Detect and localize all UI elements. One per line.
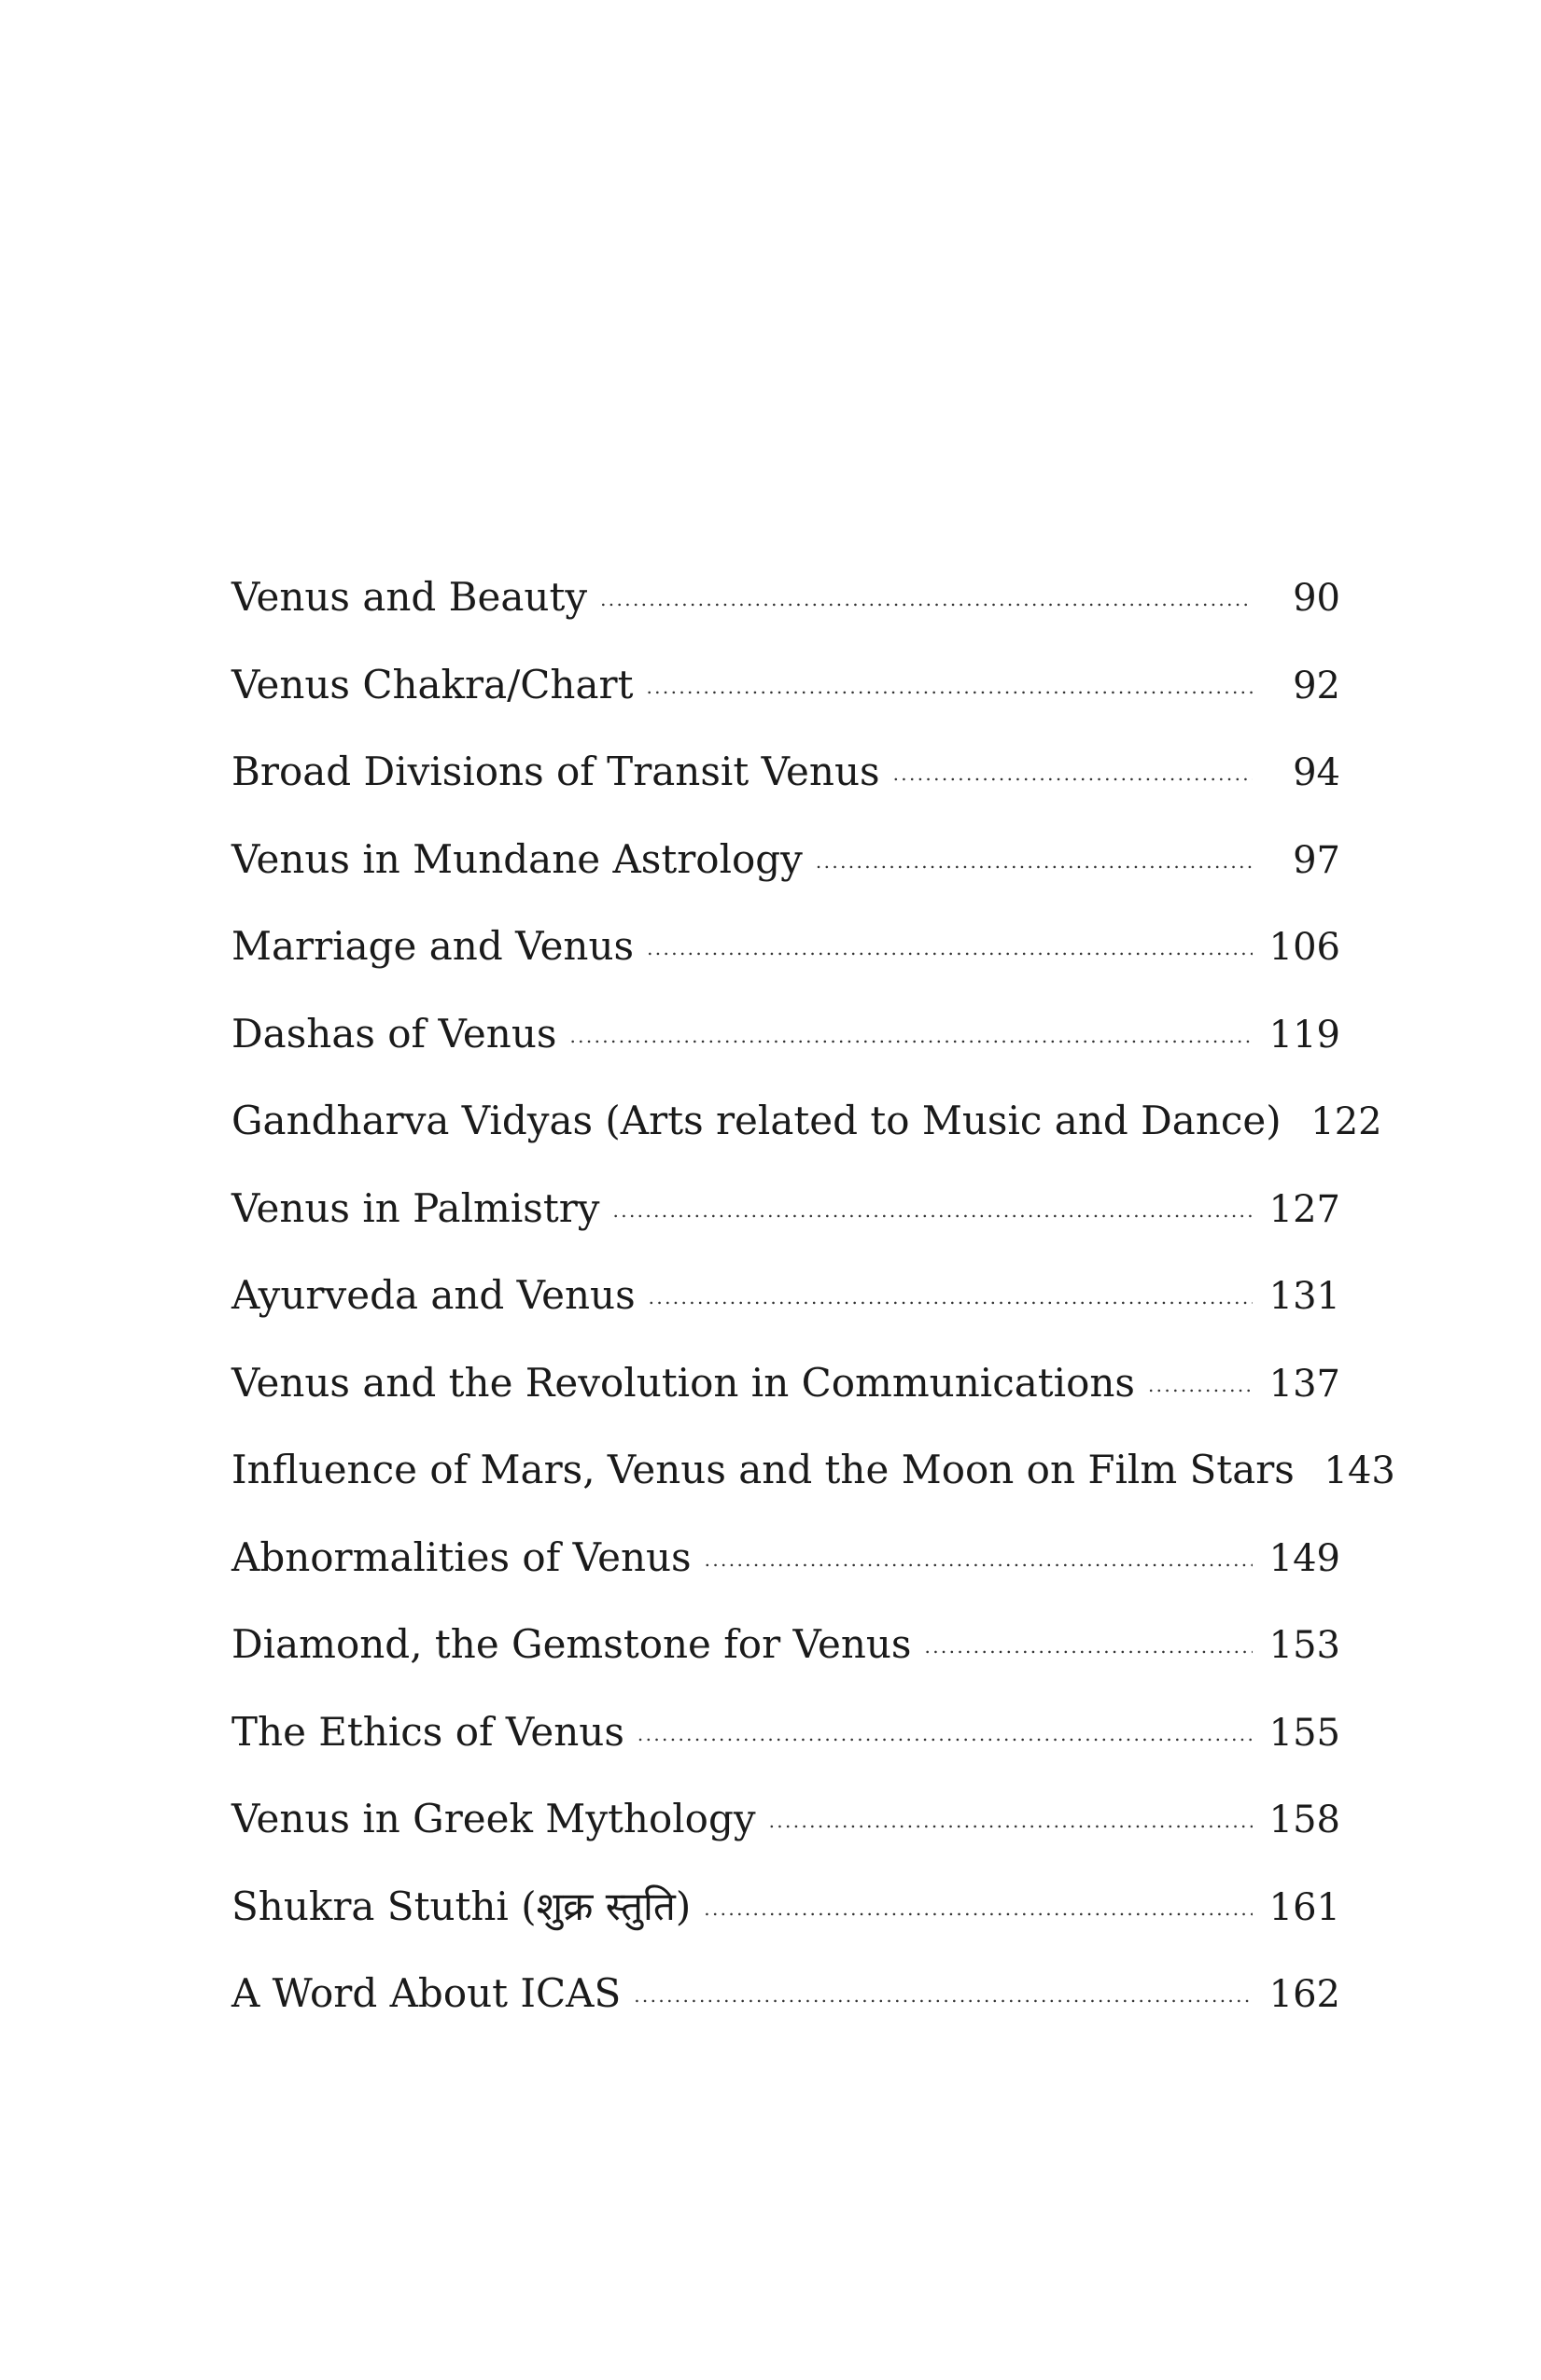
toc-dot-leader <box>924 1618 1253 1658</box>
toc-entry-title: Venus and the Revolution in Communications <box>231 1359 1135 1406</box>
toc-entry-title: Gandharva Vidyas (Arts related to Music and Dance) <box>231 1098 1282 1143</box>
toc-entry-title: Dashas of Venus <box>231 1010 557 1057</box>
toc-entry[interactable] <box>231 1095 1382 1183</box>
toc-entry-title: Venus Chakra/Chart <box>231 661 634 707</box>
toc-dot-leader <box>634 1967 1253 2007</box>
toc-entry-page: 137 <box>1268 1362 1340 1406</box>
toc-entry-page: 143 <box>1324 1449 1395 1492</box>
toc-entry[interactable] <box>231 1444 1395 1532</box>
toc-entry-title: Shukra Stuthi (शुक्र स्तुति) <box>231 1883 692 1929</box>
toc-dot-leader <box>613 1183 1253 1222</box>
toc-entry[interactable] <box>231 1532 1340 1619</box>
toc-dot-leader <box>704 1881 1253 1920</box>
toc-entry-page: 155 <box>1268 1711 1340 1755</box>
toc-entry-title: Marriage and Venus <box>231 923 635 969</box>
toc-entry[interactable] <box>231 1793 1340 1881</box>
toc-dot-leader <box>769 1793 1253 1832</box>
toc-entry[interactable] <box>231 833 1340 921</box>
toc-entry-title: Venus in Mundane Astrology <box>231 835 803 882</box>
toc-entry-title: Venus in Palmistry <box>231 1184 600 1231</box>
toc-entry-page: 158 <box>1268 1799 1340 1841</box>
toc-entry[interactable] <box>231 1183 1340 1270</box>
toc-entry[interactable] <box>231 1008 1340 1096</box>
table-of-contents <box>231 571 1395 2055</box>
toc-entry-title: Venus in Greek Mythology <box>231 1796 756 1841</box>
toc-entry-page: 119 <box>1268 1013 1340 1057</box>
toc-dot-leader <box>649 1269 1253 1309</box>
toc-entry-title: The Ethics of Venus <box>231 1708 624 1755</box>
toc-entry-page: 97 <box>1293 838 1340 882</box>
toc-entry-title: Influence of Mars, Venus and the Moon on Film Stars <box>231 1447 1295 1492</box>
toc-entry-page: 106 <box>1268 926 1340 969</box>
toc-entry[interactable] <box>231 1881 1340 1968</box>
toc-entry[interactable] <box>231 1618 1340 1706</box>
toc-entry-page: 90 <box>1293 577 1340 620</box>
toc-entry[interactable] <box>231 1269 1340 1357</box>
toc-dot-leader <box>637 1706 1253 1745</box>
toc-entry[interactable] <box>231 1967 1340 2055</box>
toc-dot-leader <box>893 746 1253 785</box>
toc-entry-page: 92 <box>1293 664 1340 707</box>
toc-entry[interactable] <box>231 659 1340 747</box>
toc-entry[interactable] <box>231 1706 1340 1794</box>
toc-entry-page: 161 <box>1268 1885 1340 1929</box>
toc-entry-title: Broad Divisions of Transit Venus <box>231 749 880 794</box>
toc-entry-page: 162 <box>1268 1973 1340 2016</box>
toc-entry-title: A Word About ICAS <box>231 1970 622 2016</box>
toc-dot-leader <box>569 1008 1253 1047</box>
toc-dot-leader <box>816 833 1253 873</box>
toc-entry-title: Venus and Beauty <box>231 574 588 620</box>
toc-entry[interactable] <box>231 571 1340 659</box>
toc-entry-page: 153 <box>1268 1624 1340 1667</box>
toc-entry-page: 94 <box>1293 751 1340 794</box>
toc-dot-leader <box>600 571 1253 610</box>
toc-entry[interactable] <box>231 1357 1340 1445</box>
toc-entry[interactable] <box>231 746 1340 833</box>
toc-entry-page: 127 <box>1268 1187 1340 1231</box>
toc-entry-page: 122 <box>1310 1100 1382 1143</box>
toc-entry[interactable] <box>231 920 1340 1008</box>
toc-dot-leader <box>647 920 1253 959</box>
toc-entry-title: Ayurveda and Venus <box>231 1272 636 1318</box>
toc-entry-page: 131 <box>1268 1275 1340 1318</box>
toc-entry-page: 149 <box>1268 1536 1340 1580</box>
toc-dot-leader <box>646 659 1253 698</box>
toc-dot-leader <box>705 1532 1253 1571</box>
toc-dot-leader <box>1148 1357 1253 1396</box>
toc-entry-title: Diamond, the Gemstone for Venus <box>231 1621 912 1667</box>
toc-entry-title: Abnormalities of Venus <box>231 1533 692 1580</box>
